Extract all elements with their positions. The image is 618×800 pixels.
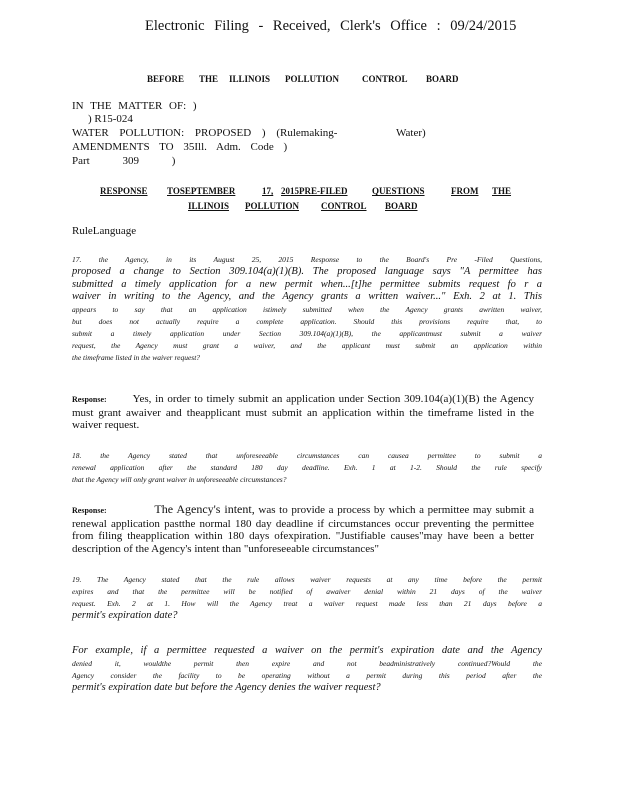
title-word: BOARD (385, 201, 418, 211)
caption-word: POLLUTION (285, 74, 340, 84)
response-18 (72, 503, 534, 555)
question-line: but does not actually require a complete application. Should this provisions require that, to (72, 316, 542, 326)
response-17 (72, 393, 534, 432)
title-word: THE (492, 186, 512, 196)
title-word: 2015PRE-FILED (281, 186, 348, 196)
question-line: permit's expiration date but before the Agency denies the waiver request? (72, 681, 381, 693)
caption-word: THE (199, 74, 219, 84)
response-label: Response: (72, 395, 107, 404)
question-19 (72, 574, 542, 623)
question-line: waiver in writing to the Agency, and the Agency grants a written waiver..." Exh. 2 at 1. This (72, 291, 542, 302)
title-word: ILLINOIS (188, 201, 230, 211)
caption-word: BEFORE (147, 74, 185, 84)
title-word: FROM (451, 186, 479, 196)
question-line: denied it, wouldthe permit then expire and not beadministratively continued?Would the (72, 658, 542, 668)
title-word: 17, (262, 186, 274, 196)
question-line: 19. The Agency stated that the rule allows waiver requests at any time before the permit (72, 575, 542, 584)
question-17 (72, 254, 542, 364)
question-line: submitted a timely application for a new permit when...[t]he permittee submits request fo r a (72, 278, 542, 290)
caption-word: CONTROL (362, 74, 408, 84)
matter-line: WATER POLLUTION: PROPOSED ) (Rulemaking- (72, 127, 338, 139)
question-line: request. Exh. 2 at 1. How will the Agency treat a waiver request made less than 21 days before a (72, 599, 542, 608)
matter-line: IN THE MATTER OF: ) (72, 100, 197, 112)
section-heading: RuleLanguage (72, 225, 137, 237)
question-line: that the Agency will only grant waiver in unforeseeable circumstances? (72, 475, 287, 484)
title-word: CONTROL (321, 201, 367, 211)
caption-word: ILLINOIS (229, 74, 271, 84)
title-word: QUESTIONS (372, 186, 425, 196)
question-line: For example, if a permittee requested a waiver on the permit's expiration date and the Agency (72, 645, 542, 656)
question-line: permit's expiration date? (72, 610, 178, 621)
question-19-example (72, 645, 542, 694)
question-line: Agency consider the facility to be operating without a permit during this period after the (72, 670, 542, 680)
response-text: Yes, in order to timely submit an application under Section 309.104(a)(1)(B) the Agency must grant awaiver and theapplicant must submit an application within the timeframe listed in the waiver request. (72, 393, 535, 431)
question-18 (72, 450, 542, 486)
response-lead: The Agency's intent, (154, 502, 255, 516)
matter-line: Water) (396, 127, 426, 139)
question-line: appears to say that an application istimely submitted when the Agency grants awritten waiver, (72, 304, 542, 314)
matter-line: Part 309 ) (72, 155, 176, 167)
title-word: POLLUTION (245, 201, 300, 211)
question-line: proposed a change to Section 309.104(a)(1)(B). The proposed language says "A permittee has (72, 266, 542, 277)
caption-word: BOARD (426, 74, 459, 84)
question-line: renewal application after the standard 180 day deadline. Exh. 1 at 1-2. Should the rule specify (72, 463, 542, 472)
title-word: RESPONSE (100, 186, 148, 196)
question-line: the timeframe listed in the waiver request? (72, 352, 201, 362)
question-line: expires and that the permittee will be notified of awaiver denial within 21 days of the waiver (72, 587, 542, 596)
docket-number: ) R15-024 (88, 113, 133, 125)
question-line: submit a timely application under Section 309.104(a)(1)(B), the applicantmust submit a waiver (72, 328, 542, 338)
question-line: 18. the Agency stated that unforeseeable circumstances can causea permittee to submit a (72, 451, 542, 460)
question-line: request, the Agency must grant a waiver, and the applicant must submit an application within (72, 340, 542, 350)
title-word: TOSEPTEMBER (167, 186, 236, 196)
question-line: 17. the Agency, in its August 25, 2015 Response to the Board's Pre -Filed Questions, (72, 255, 542, 264)
filing-header: Electronic Filing - Received, Clerk's Office : 09/24/2015 (145, 18, 517, 34)
response-text: was to provide a process by which a permittee may submit a renewal application pastthe normal 180 day deadline if circumstances occur preventing the permittee from filing theapplication within 180 days ofexpiration. "Justifiable causes"may have been a better description of the Agency's intent than "unforeseeable circumstances" (72, 504, 534, 555)
response-label: Response: (72, 506, 107, 515)
matter-line: AMENDMENTS TO 35Ill. Adm. Code ) (72, 141, 288, 153)
